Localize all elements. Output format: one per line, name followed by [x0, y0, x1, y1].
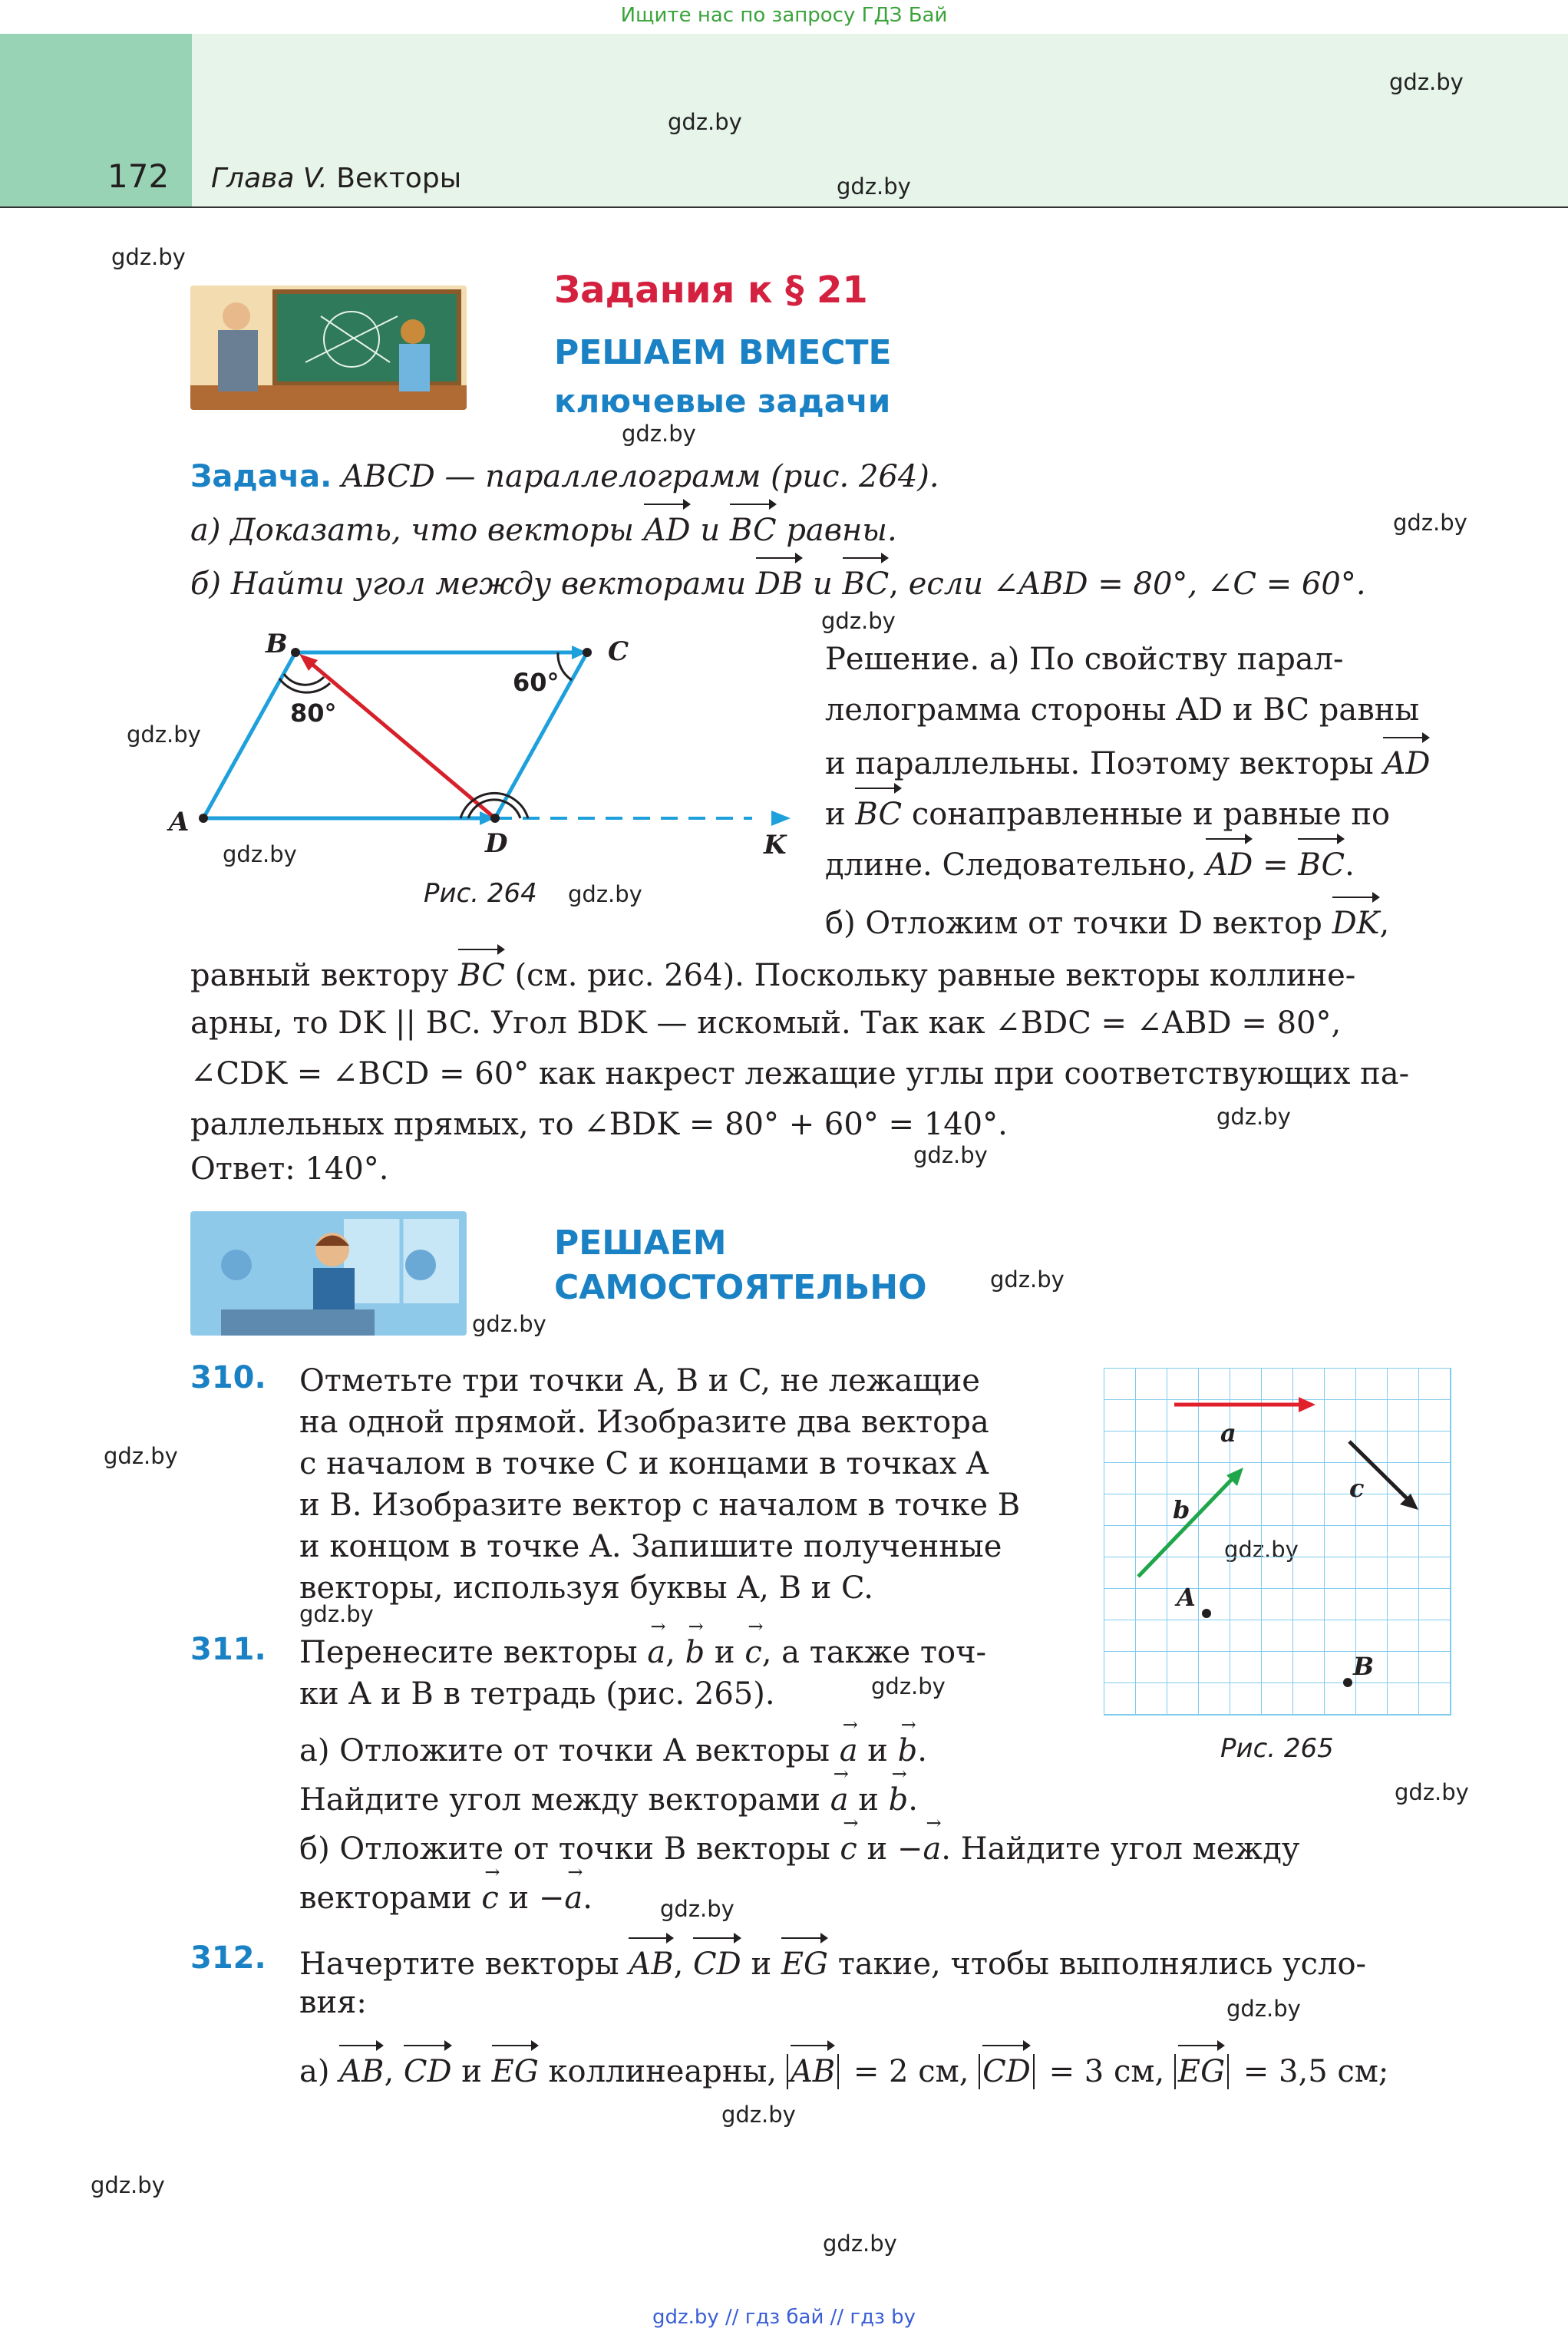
ex310-line: с началом в точке C и концами в точках A — [299, 1446, 989, 1481]
ex312-line-1: Начертите векторы AB, CD и EG такие, чтобы выполнялись усло- — [299, 1936, 1366, 1990]
watermark: gdz.by — [299, 1601, 374, 1627]
angle-b-label: 80° — [290, 698, 337, 728]
ex310-line: и концом в точке A. Запишите полученные — [299, 1529, 1002, 1564]
label-point-a: A — [1177, 1583, 1196, 1612]
ex311-part-a-1: а) Отложите от точки A векторы a → и b →. — [299, 1725, 927, 1776]
point-a-label: A — [169, 807, 190, 837]
arrow-dk — [771, 811, 791, 826]
watermark: gdz.by — [990, 1266, 1065, 1293]
solution-line-10: раллельных прямых, то ∠BDK = 80° + 60° = 140°. — [190, 1107, 1008, 1142]
vector-ad: AD — [1206, 837, 1253, 890]
vector-dk: DK — [1332, 895, 1380, 949]
vector-ad: AD — [1383, 735, 1430, 789]
watermark: gdz.by — [837, 173, 911, 200]
page-number: 172 — [107, 157, 170, 195]
alone-title-line-1: РЕШАЕМ — [554, 1223, 727, 1263]
figure-265 — [1104, 1368, 1457, 1721]
label-point-b: B — [1353, 1652, 1375, 1681]
watermark: gdz.by — [871, 1673, 946, 1699]
vector-bc: BC — [1298, 837, 1345, 890]
ex310-line: и B. Изобразите вектор с началом в точке B — [299, 1488, 1021, 1523]
point-d-label: D — [485, 828, 508, 859]
watermark: gdz.by — [568, 881, 642, 907]
watermark: gdz.by — [127, 722, 201, 748]
watermark: gdz.by — [472, 1311, 546, 1337]
watermark: gdz.by — [668, 109, 742, 135]
watermark: gdz.by — [91, 2172, 165, 2198]
part-a-text: а) Доказать, что векторы — [190, 513, 634, 548]
ex311-line-2: ки A и B в тетрадь (рис. 265). — [299, 1676, 775, 1712]
watermark: gdz.by — [1393, 510, 1467, 536]
watermark: gdz.by — [1216, 1104, 1291, 1130]
watermark: gdz.by — [721, 2102, 796, 2128]
exercise-310-number: 310. — [190, 1360, 266, 1395]
watermark: gdz.by — [1395, 1779, 1469, 1805]
vector-db: DB — [756, 556, 803, 609]
ex311-part-b-1: б) Отложите от точки B векторы c → и −a →. Найдите угол между — [299, 1824, 1299, 1874]
top-banner[interactable]: Ищите нас по запросу ГДЗ Бай — [620, 4, 948, 27]
problem-label: Задача. — [190, 459, 332, 494]
diagonal-db — [305, 659, 495, 818]
solution-line-3: и параллельны. Поэтому векторы AD — [825, 735, 1430, 789]
part-b-text: б) Найти угол между векторами — [190, 566, 747, 602]
teacher-illustration — [190, 286, 467, 410]
answer: Ответ: 140°. — [190, 1151, 389, 1187]
alone-title-line-2: САМОСТОЯТЕЛЬНО — [554, 1268, 927, 1307]
solution-line-4: и BC сонаправленные и равные по — [825, 786, 1390, 840]
tasks-title: Задания к § 21 — [554, 269, 868, 312]
problem-condition: если ∠ABD = 80°, ∠C = 60°. — [908, 566, 1366, 602]
ex311-part-a-2: Найдите угол между векторами a → и b →. — [299, 1775, 918, 1825]
watermark: gdz.by — [1226, 1996, 1301, 2022]
watermark: gdz.by — [104, 1443, 178, 1469]
problem-statement: ABCD — параллелограмм (рис. 264). — [342, 459, 939, 494]
ex311-part-b-2: векторами c → и −a →. — [299, 1873, 593, 1924]
watermark: gdz.by — [823, 2231, 897, 2257]
chapter-prefix: Глава V. — [211, 163, 328, 194]
solution-line-5: длине. Следовательно, AD = BC. — [825, 837, 1355, 890]
solution-line-9: ∠CDK = ∠BCD = 60° как накрест лежащие углы при соответствующих па- — [190, 1056, 1410, 1091]
bottom-links[interactable]: gdz.by // гдз бай // гдз by — [652, 2306, 916, 2329]
exercise-312-number: 312. — [190, 1940, 266, 1976]
problem-line-1 — [190, 451, 939, 502]
solution-line-7: равный вектору BC (см. рис. 264). Поскольку равные векторы коллине- — [190, 947, 1355, 1001]
watermark: gdz.by — [1389, 69, 1464, 95]
watermark: gdz.by — [660, 1896, 734, 1922]
side-ab — [203, 652, 295, 818]
watermark: gdz.by — [223, 841, 297, 867]
solution-line-1: Решение. а) По свойству парал- — [825, 642, 1344, 677]
solution-line-2: лелограмма стороны AD и BC равны — [825, 692, 1420, 728]
label-b: b — [1173, 1495, 1190, 1524]
problem-part-b: б) Найти угол между векторами DB и BC, если ∠ABD = 80°, ∠C = 60°. — [190, 556, 1366, 609]
problem-part-a: а) Доказать, что векторы AD и BC равны. — [190, 502, 897, 556]
student-illustration — [190, 1211, 467, 1336]
vector-bc: BC — [730, 502, 777, 556]
figure-264-caption: Рис. 264 — [424, 878, 537, 909]
ex310-line: векторы, используя буквы A, B и C. — [299, 1570, 873, 1606]
header-rule — [0, 206, 1568, 208]
ex310-line: Отметьте три точки A, B и C, не лежащие — [299, 1363, 980, 1399]
point-k-label: K — [764, 830, 787, 860]
ex312-part-a: а) AB, CD и EG коллинеарны, AB = 2 см, CD = 3 см, EG = 3,5 см; — [299, 2043, 1388, 2097]
point-c-label: C — [608, 636, 629, 667]
ex311-line-1: Перенесите векторы a →, b → и c →, а также точ- — [299, 1627, 986, 1678]
figure-265-caption: Рис. 265 — [1220, 1733, 1334, 1764]
chapter-title: Векторы — [336, 163, 462, 194]
watermark: gdz.by — [622, 421, 696, 447]
chapter-heading — [211, 163, 461, 194]
angle-c-label: 60° — [513, 668, 560, 697]
ex312-line-2: вия: — [299, 1985, 367, 2020]
watermark: gdz.by — [111, 244, 186, 270]
vector-bc: BC — [855, 786, 902, 840]
solution-line-8: арны, то DK || BC. Угол BDK — искомый. Так как ∠BDC = ∠ABD = 80°, — [190, 1006, 1342, 1041]
figure-264 — [153, 622, 814, 875]
vector-ad: AD — [644, 502, 691, 556]
watermark: gdz.by — [821, 608, 896, 634]
point-b-label: B — [266, 629, 288, 659]
vector-bc: BC — [458, 947, 505, 1001]
label-a: a — [1220, 1418, 1236, 1448]
exercise-311-number: 311. — [190, 1632, 266, 1667]
together-subtitle: ключевые задачи — [554, 382, 891, 420]
label-c: c — [1349, 1474, 1365, 1503]
watermark: gdz.by — [913, 1142, 988, 1168]
together-title: РЕШАЕМ ВМЕСТЕ — [554, 333, 892, 372]
solution-line-6: б) Отложим от точки D вектор DK, — [825, 895, 1389, 949]
ex310-line: на одной прямой. Изобразите два вектора — [299, 1405, 989, 1440]
vector-bc: BC — [843, 556, 890, 609]
